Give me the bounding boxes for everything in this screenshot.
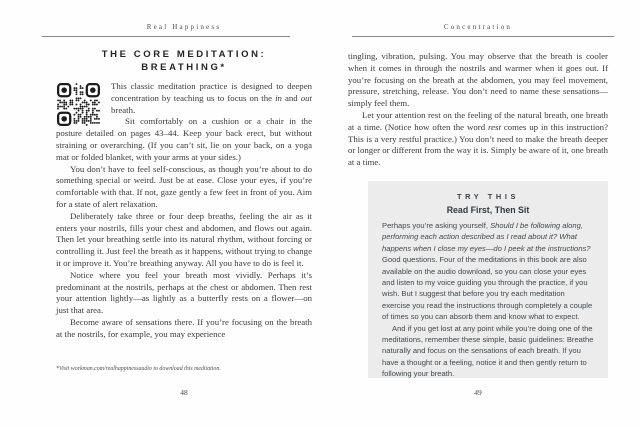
- page-number-left: 48: [180, 388, 188, 397]
- right-page: [348, 51, 608, 169]
- chapter-heading: [56, 48, 312, 74]
- body-paragraph: This classic meditation practice is designed to deepen concentration by teaching us to focus on the in and out breath.: [111, 81, 312, 115]
- running-head-right: Concentration: [443, 23, 513, 31]
- try-this-box: [368, 181, 608, 378]
- body-paragraph: Become aware of sensations there. If you’re focusing on the breath at the nostrils, for example, you may experience: [56, 316, 312, 339]
- header-rule-right: [352, 36, 614, 37]
- box-paragraph: Perhaps you’re asking yourself, Should I be following along, performing each action described as I read about it? What happens when I close my eyes—do I peek at the instructions? Good questions. Four of the meditations in this book are also available on the audio download, so you can close your eyes and listen to my voice guiding you through the practice, if you wish. But I suggest that before you try each meditation exercise you read the instructions through completely a couple of times so you can absorb them and know what to expect.: [382, 221, 593, 322]
- left-page: [56, 48, 312, 341]
- header-rule-left: [42, 36, 290, 37]
- chapter-heading-line2: BREATHING*: [141, 62, 227, 73]
- box-kicker: TRY THIS: [456, 192, 520, 201]
- qr-code: [57, 83, 100, 126]
- running-head-left: Real Happiness: [146, 23, 222, 31]
- body-paragraph: Sit comfortably on a cushion or a chair in the posture detailed on pages 43–44. Keep your back erect, but without straining or overarching. (If you can’t sit, lie on your back, on a yoga mat or folded blanket, with your arms at your sides.): [56, 116, 312, 162]
- box-paragraph: And if you get lost at any point while you’re doing one of the meditations, remember these simple, basic guidelines: Breathe naturally and focus on the sensations of each breath. If you have a thought or a feeling, notice it and then gently return to following your breath.: [382, 323, 594, 379]
- chapter-heading-line1: THE CORE MEDITATION:: [101, 49, 267, 60]
- footnote: *Visit workman.com/realhappinessaudio to download this meditation.: [56, 366, 221, 372]
- body-paragraph: Let your attention rest on the feeling of the natural breath, one breath at a time. (Notice how often the word rest comes up in this instruction? This is a very restful practice.) You don’t need to make the breath deeper or longer or different from the way it is. Simply be aware of it, one breath at a time.: [348, 109, 608, 168]
- body-paragraph: Deliberately take three or four deep breaths, feeling the air as it enters your nostrils, fills your chest and abdomen, and flows out again. Then let your breathing settle into its natural rhythm, without forcing or controlling it. Just feel the breath as it happens, without trying to change it or improve it. You’re breathing anyway. All you have to do is feel it.: [56, 210, 312, 268]
- page-number-right: 49: [474, 388, 482, 397]
- first-paragraph-block: [56, 81, 312, 164]
- box-title: Read First, Then Sit: [446, 205, 530, 215]
- body-paragraph: You don’t have to feel self-conscious, as though you’re about to do something special or weird. Just be at ease. Close your eyes, if you’re comfortable with that. If not, gaze gently a few feet in front of you. Aim for a state of alert relaxation.: [56, 163, 312, 209]
- body-paragraph: tingling, vibration, pulsing. You may observe that the breath is cooler when it comes in through the nostrils and warmer when it goes out. If you’re focusing on the breath at the abdomen, you may feel movement, pressure, stretching, release. You don’t need to name these sensations—simply feel them.: [348, 51, 608, 109]
- body-paragraph: Notice where you feel your breath most vividly. Perhaps it’s predominant at the nostrils, perhaps at the chest or abdomen. Then rest your attention lightly—as lightly as a butterfly rests on a flower—on just that area.: [56, 269, 312, 316]
